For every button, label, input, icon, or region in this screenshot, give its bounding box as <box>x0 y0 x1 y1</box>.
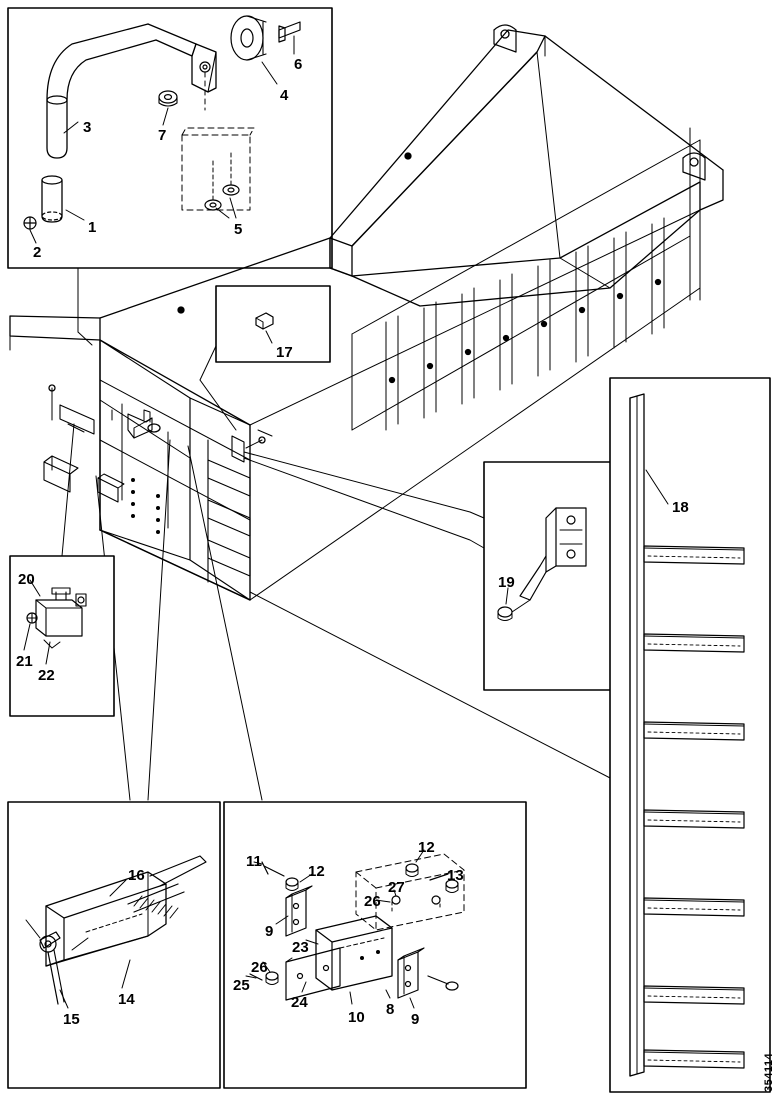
bottom-center-detail-panel <box>224 802 526 1088</box>
callout-15: 15 <box>63 1011 80 1028</box>
callout-9-lower: 9 <box>411 1011 420 1028</box>
callout-4: 4 <box>280 87 289 104</box>
callout-20: 20 <box>18 571 35 588</box>
callout-26-lower: 26 <box>251 959 268 976</box>
callout-23: 23 <box>292 939 309 956</box>
callout-1: 1 <box>88 219 97 236</box>
callout-24: 24 <box>291 994 308 1011</box>
callout-7: 7 <box>158 127 167 144</box>
upper-left-detail-panel <box>8 8 332 268</box>
callout-22: 22 <box>38 667 55 684</box>
callout-3: 3 <box>83 119 92 136</box>
callout-12-left: 12 <box>308 863 325 880</box>
callout-8: 8 <box>386 1001 395 1018</box>
callout-21: 21 <box>16 653 33 670</box>
callout-11: 11 <box>246 853 262 870</box>
drawing-id: 354114 <box>763 1052 775 1092</box>
callout-9-upper: 9 <box>265 923 274 940</box>
callout-27: 27 <box>388 879 405 896</box>
bottom-left-detail-panel <box>8 802 220 1088</box>
callout-19: 19 <box>498 574 515 591</box>
callout-17: 17 <box>276 344 293 361</box>
callout-10: 10 <box>348 1009 365 1026</box>
callout-25: 25 <box>233 977 250 994</box>
callout-5: 5 <box>234 221 243 238</box>
callout-18: 18 <box>672 499 689 516</box>
callout-12-right: 12 <box>418 839 435 856</box>
callout-13: 13 <box>447 867 464 884</box>
callout-2: 2 <box>33 244 42 261</box>
callout-26-upper: 26 <box>364 893 381 910</box>
callout-6: 6 <box>294 56 303 73</box>
right-ladder-panel <box>610 378 770 1092</box>
callout-16: 16 <box>128 867 145 884</box>
callout-14: 14 <box>118 991 135 1008</box>
